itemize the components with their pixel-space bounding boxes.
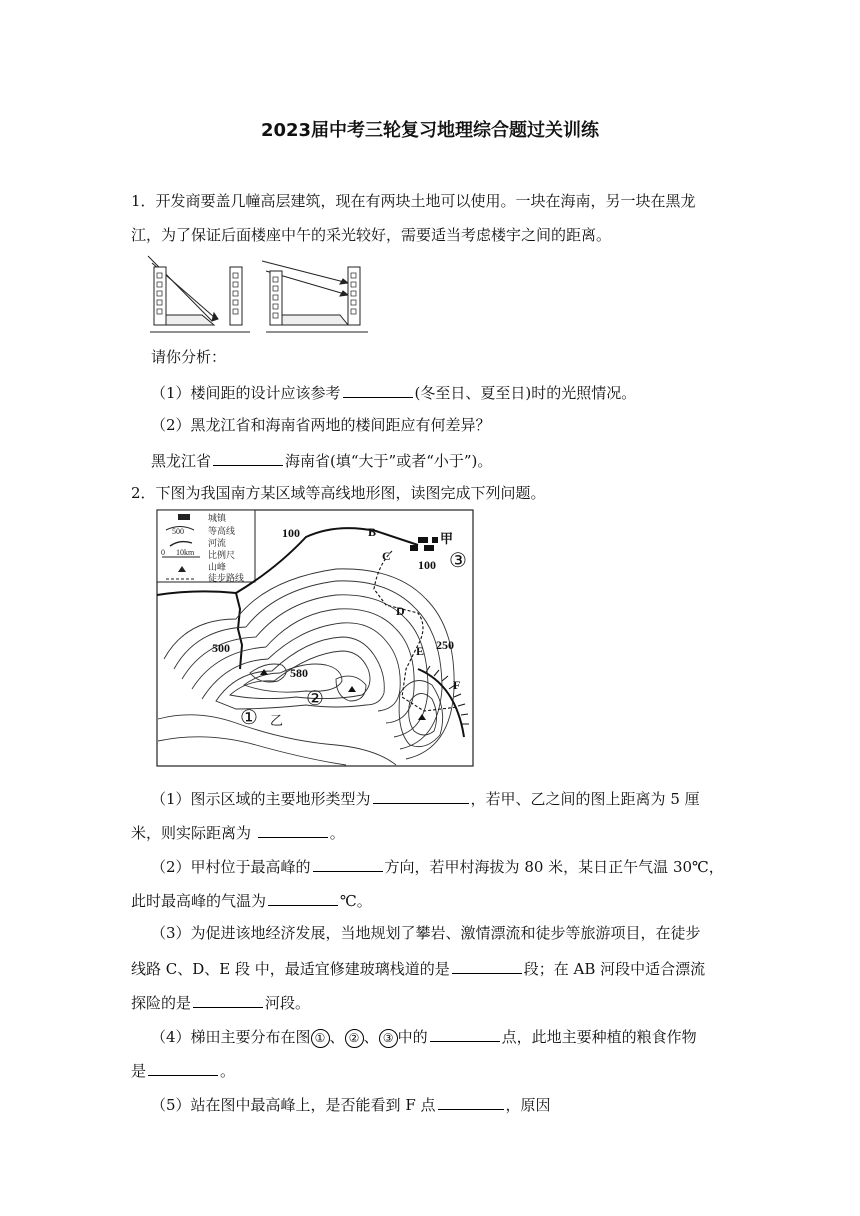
q2-sub-3-line-2	[131, 957, 705, 979]
map-label-d: D	[396, 604, 405, 618]
map-label-3: ③	[449, 550, 467, 572]
q2-sub-3-text-2: 探险的是	[131, 994, 192, 1012]
map-label-f: F	[453, 678, 461, 692]
q1-part-3-text: 黑龙江省	[151, 452, 212, 470]
q2-sub-5-text: （5）站在图中最高峰上，是否能看到 F 点	[151, 1096, 436, 1114]
map-label-580: 580	[290, 666, 308, 680]
q2-sub-4-text-mid-2: 点，此地主要种植的粮食作物	[501, 1028, 697, 1046]
answer-blank[interactable]	[258, 821, 328, 838]
map-legend	[157, 510, 255, 583]
q2-sub-4-line-1	[151, 1025, 697, 1048]
answer-blank[interactable]	[373, 787, 469, 804]
q1-part-2: （2）黑龙江省和海南省两地的楼间距应有何差异？	[151, 416, 491, 434]
building-sunlight-diagram	[140, 253, 380, 341]
q2-sub-2-line-2	[131, 889, 372, 911]
separator: 、	[363, 1028, 379, 1046]
q2-sub-1-text-end: 。	[329, 824, 345, 842]
q2-sub-2-text-mid: 方向，若甲村海拔为 80 米，某日正午气温 30℃，	[384, 858, 724, 876]
diagram-left	[148, 256, 250, 332]
answer-blank[interactable]	[452, 957, 522, 974]
map-label-250: 250	[436, 638, 454, 652]
q2-sub-3-line-3	[131, 991, 310, 1013]
map-label-b: B	[368, 525, 377, 539]
answer-blank[interactable]	[438, 1093, 504, 1110]
answer-blank[interactable]	[148, 1059, 218, 1076]
legend-peak: 山峰	[208, 562, 227, 572]
legend-trail: 徒步路线	[208, 573, 245, 583]
diagram-right	[262, 261, 368, 332]
answer-blank[interactable]	[213, 449, 283, 466]
page-title: 2023届中考三轮复习地理综合题过关训练	[260, 120, 600, 141]
q1-line-2: 江，为了保证后面楼座中午的采光较好，需要适当考虑楼宇之间的距离。	[131, 226, 612, 244]
q2-sub-5-line-1	[151, 1093, 551, 1115]
q2-sub-2-text-end: ℃。	[340, 892, 372, 910]
q2-sub-4-text: （4）梯田主要分布在图	[151, 1028, 311, 1046]
q2-sub-3-text-mid: 段；在 AB 河段中适合漂流	[523, 960, 706, 978]
answer-blank[interactable]	[313, 855, 383, 872]
q1-part-3	[151, 449, 492, 471]
map-label-100-left: 100	[282, 526, 300, 540]
q1-part-3-text-end: 海南省(填“大于”或者“小于”)。	[285, 452, 493, 470]
map-label-100-right: 100	[418, 558, 436, 572]
q2-sub-4-text-mid: 中的	[397, 1028, 428, 1046]
q2-sub-5-text-end: ，原因	[505, 1096, 551, 1114]
circled-1: ①	[311, 1029, 330, 1048]
q2-sub-3-text-end: 河段。	[265, 994, 311, 1012]
legend-scale: 比例尺	[208, 550, 236, 560]
answer-blank[interactable]	[268, 889, 338, 906]
separator: 、	[329, 1028, 345, 1046]
q2-sub-3-text: 线路 C、D、E 段 中，最适宜修建玻璃栈道的是	[131, 960, 450, 978]
q2-sub-4-text-end: 。	[220, 1062, 236, 1080]
map-label-c: C	[382, 549, 391, 563]
map-label-e: E	[416, 644, 425, 658]
contour-map	[156, 509, 474, 767]
map-label-jia: 甲	[440, 531, 454, 546]
q1-part-1-text: （1）楼间距的设计应该参考	[151, 384, 341, 402]
legend-contour: 等高线	[208, 526, 236, 536]
legend-contour-num: 500	[172, 527, 184, 536]
q2-line-1: 2．下图为我国南方某区域等高线地形图，读图完成下列问题。	[131, 484, 546, 502]
legend-scale-num: 10km	[176, 548, 195, 557]
map-label-yi: 乙	[270, 713, 284, 728]
q1-prompt: 请你分析：	[151, 348, 227, 366]
q2-sub-2-text-2: 此时最高峰的气温为	[131, 892, 267, 910]
q1-part-1	[151, 381, 636, 403]
q2-sub-4-line-2	[131, 1059, 235, 1081]
q2-sub-1-text-2: 米，则实际距离为	[131, 824, 256, 842]
q1-part-1-text-end: (冬至日、夏至日)时的光照情况。	[414, 384, 637, 402]
answer-blank[interactable]	[343, 381, 413, 398]
q1-line-1: 1．开发商要盖几幢高层建筑，现在有两块土地可以使用。一块在海南，另一块在黑龙	[131, 192, 696, 210]
q2-sub-1-line-2	[131, 821, 345, 843]
legend-river: 河流	[208, 538, 227, 548]
map-label-2: ②	[306, 688, 324, 710]
circled-3: ③	[379, 1029, 398, 1048]
circled-2: ②	[345, 1029, 364, 1048]
q2-sub-1-text-mid: ，若甲、乙之间的图上距离为 5 厘	[470, 790, 700, 808]
q2-sub-1-line-1	[151, 787, 700, 809]
map-label-500: 500	[212, 641, 230, 655]
q2-sub-2-text: （2）甲村位于最高峰的	[151, 858, 311, 876]
q2-sub-3-line-1: （3）为促进该地经济发展，当地规划了攀岩、激情漂流和徒步等旅游项目，在徒步	[151, 924, 701, 942]
legend-scale-zero: 0	[161, 548, 165, 557]
q2-sub-1-text: （1）图示区域的主要地形类型为	[151, 790, 371, 808]
legend-town: 城镇	[208, 513, 227, 523]
answer-blank[interactable]	[430, 1025, 500, 1042]
q2-sub-4-text-2: 是	[131, 1062, 147, 1080]
answer-blank[interactable]	[193, 991, 263, 1008]
map-label-1: ①	[240, 707, 258, 729]
q2-sub-2-line-1	[151, 855, 724, 877]
